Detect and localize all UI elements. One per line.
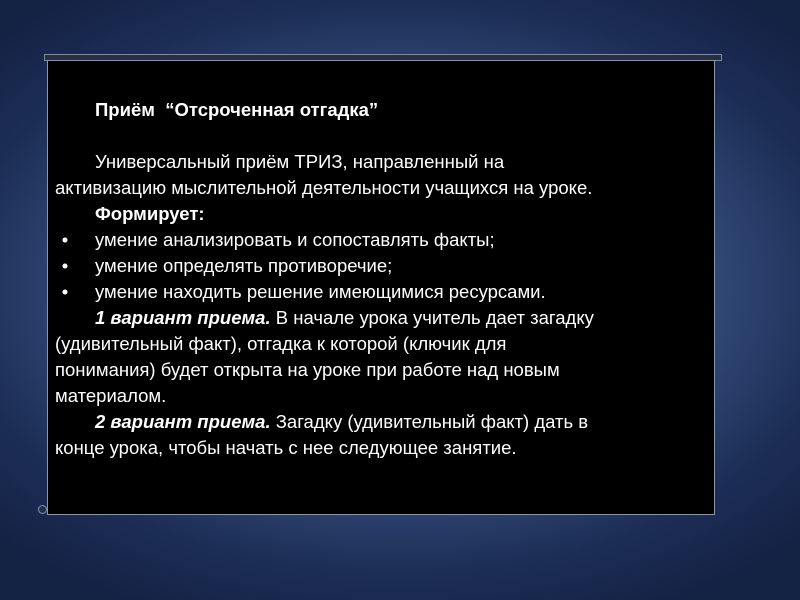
decorative-dot <box>38 505 47 514</box>
variant2-line-2: конце урока, чтобы начать с нее следующее занятие. <box>55 437 517 458</box>
bullet-text: умение определять противоречие; <box>95 255 393 276</box>
variant2-line-1: 2 вариант приема. Загадку (удивительный факт) дать в <box>95 411 589 432</box>
variant1-line-2: (удивительный факт), отгадка к которой (ключик для <box>55 333 507 354</box>
intro-line-2: активизацию мыслительной деятельности учащихся на уроке. <box>55 177 593 198</box>
variant2-label: 2 вариант приема. <box>95 411 271 432</box>
variant1-line-3: понимания) будет открыта на уроке при работе над новым <box>55 359 560 380</box>
slide-text <box>55 97 710 461</box>
variant1-line-1: 1 вариант приема. В начале урока учитель дает загадку <box>95 307 594 328</box>
bullet-item <box>55 227 710 253</box>
spacer <box>55 123 710 149</box>
slide-title: Приём “Отсроченная отгадка” <box>95 99 379 120</box>
intro-line-1: Универсальный приём ТРИЗ, направленный на <box>95 151 505 172</box>
forms-label: Формирует: <box>95 203 205 224</box>
bullet-icon: • <box>61 281 69 302</box>
bullet-text: умение находить решение имеющимися ресурсами. <box>95 281 546 302</box>
bullet-text: умение анализировать и сопоставлять факты; <box>95 229 495 250</box>
bullet-icon: • <box>61 229 69 250</box>
bullet-item <box>55 279 710 305</box>
bullet-icon: • <box>61 255 69 276</box>
variant1-line-4: материалом. <box>55 385 167 406</box>
bullet-item <box>55 253 710 279</box>
variant1-label: 1 вариант приема. <box>95 307 271 328</box>
